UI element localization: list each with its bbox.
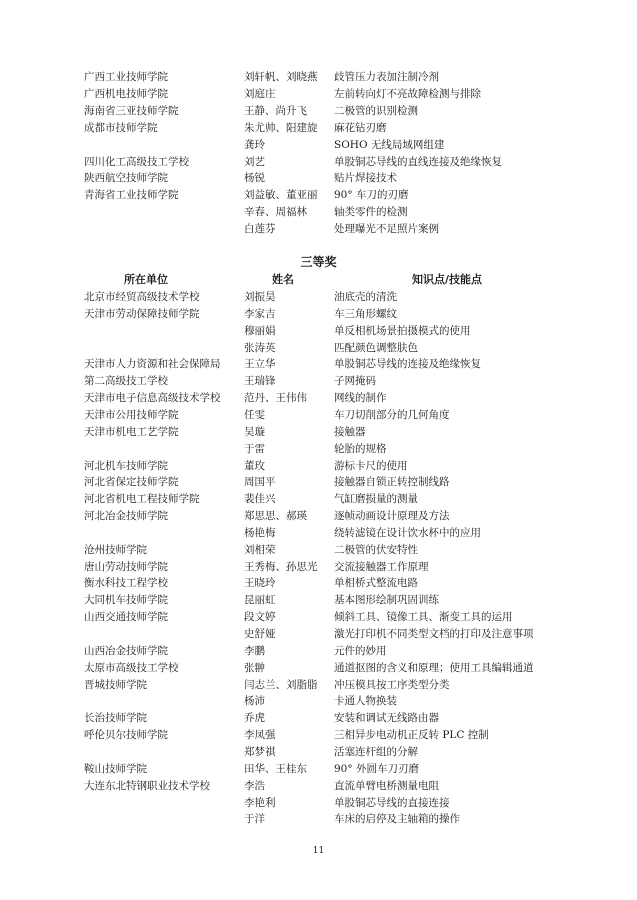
topic-cell: 单股铜芯导线的直接连接 bbox=[334, 796, 450, 809]
name-cell: 刘益敏、董亚丽 bbox=[244, 189, 318, 202]
unit-cell: 长治技师学院 bbox=[84, 712, 147, 725]
unit-cell: 河北机车技师学院 bbox=[84, 459, 168, 472]
unit-cell: 陕西航空技师学院 bbox=[84, 172, 168, 185]
topic-cell: 轴类零件的检测 bbox=[334, 206, 408, 219]
topic-cell: 单股铜芯导线的直线连接及绝缘恢复 bbox=[334, 155, 502, 168]
unit-cell: 晋城技师学院 bbox=[84, 678, 147, 691]
topic-cell: 90° 车刀的刃磨 bbox=[334, 189, 409, 202]
unit-cell: 天津市人力资源和社会保障局 bbox=[84, 358, 221, 371]
name-cell: 郑梦祺 bbox=[244, 745, 276, 758]
name-cell: 吴璇 bbox=[244, 425, 265, 438]
topic-cell: 通道抠图的含义和原理；使用工具编辑通道 bbox=[334, 661, 534, 674]
unit-cell: 成都市技师学院 bbox=[84, 121, 158, 134]
topic-cell: 单相桥式整流电路 bbox=[334, 577, 418, 590]
name-cell: 段文婷 bbox=[244, 611, 276, 624]
name-cell: 龚玲 bbox=[244, 138, 265, 151]
topic-cell: 左前转向灯不亮故障检测与排除 bbox=[334, 87, 481, 100]
topic-cell: 90° 外圆车刀刃磨 bbox=[334, 762, 419, 775]
unit-cell: 四川化工高级技工学校 bbox=[84, 155, 189, 168]
topic-cell: 气缸磨损量的测量 bbox=[334, 493, 418, 506]
table-row bbox=[0, 508, 637, 525]
unit-cell: 广西工业技师学院 bbox=[84, 71, 168, 83]
table-row bbox=[0, 221, 637, 238]
topic-cell: 贴片焊接技术 bbox=[334, 172, 397, 185]
table-row bbox=[0, 626, 637, 643]
unit-cell: 山西冶金技师学院 bbox=[84, 644, 168, 657]
table-row bbox=[0, 187, 637, 204]
name-cell: 王立华 bbox=[244, 358, 276, 371]
table-row bbox=[0, 693, 637, 710]
table-row bbox=[0, 710, 637, 727]
table-row bbox=[0, 340, 637, 357]
table-row bbox=[0, 744, 637, 761]
unit-cell: 太原市高级技工学校 bbox=[84, 661, 179, 674]
header-name: 姓名 bbox=[272, 273, 294, 286]
topic-cell: 激光打印机不同类型文档的打印及注意事项 bbox=[334, 628, 534, 640]
topic-cell: 二极管的伏安特性 bbox=[334, 543, 418, 556]
table-row bbox=[0, 441, 637, 458]
unit-cell: 青海省工业技师学院 bbox=[84, 189, 179, 202]
table-row bbox=[0, 592, 637, 609]
page-number: 11 bbox=[312, 846, 325, 856]
topic-cell: SOHO 无线局域网组建 bbox=[334, 138, 445, 151]
table-row bbox=[0, 575, 637, 592]
name-cell: 于洋 bbox=[244, 813, 265, 826]
name-cell: 李浩 bbox=[244, 779, 265, 792]
table-row bbox=[0, 323, 637, 340]
unit-cell: 海南省三亚技师学院 bbox=[84, 104, 179, 117]
name-cell: 穆丽娟 bbox=[244, 324, 276, 337]
topic-cell: 逐帧动画设计原理及方法 bbox=[334, 510, 450, 523]
table-row bbox=[0, 170, 637, 187]
unit-cell: 唐山劳动技师学院 bbox=[84, 560, 168, 573]
name-cell: 昆丽虹 bbox=[244, 594, 276, 607]
unit-cell: 河北省机电工程技师学院 bbox=[84, 493, 200, 506]
name-cell: 王静、尚升飞 bbox=[244, 104, 307, 117]
name-cell: 刘庭庄 bbox=[244, 87, 276, 100]
unit-cell: 北京市经贸高级技术学校 bbox=[84, 291, 200, 303]
table-row bbox=[0, 609, 637, 626]
topic-cell: 车床的启停及主轴箱的操作 bbox=[334, 813, 460, 826]
topic-cell: 接触器自锁正转控制线路 bbox=[334, 476, 450, 489]
header-unit: 所在单位 bbox=[124, 273, 168, 286]
table-row bbox=[0, 373, 637, 390]
table-row bbox=[0, 727, 637, 744]
topic-cell: 二极管的识别检测 bbox=[334, 104, 418, 117]
unit-cell: 第二高级技工学校 bbox=[84, 375, 168, 388]
topic-cell: 游标卡尺的使用 bbox=[334, 459, 408, 472]
name-cell: 刘相荣 bbox=[244, 543, 276, 556]
name-cell: 张翀 bbox=[244, 661, 265, 674]
topic-cell: 麻花钻刃磨 bbox=[334, 121, 387, 134]
unit-cell: 天津市电子信息高级技术学校 bbox=[84, 392, 221, 405]
topic-cell: 绕转滤镜在设计饮水杯中的应用 bbox=[334, 526, 481, 539]
topic-cell: 油底壳的清洗 bbox=[334, 291, 397, 303]
unit-cell: 天津市机电工艺学院 bbox=[84, 425, 179, 438]
name-cell: 郑思思、郝瑛 bbox=[244, 510, 307, 523]
topic-cell: 直流单臂电桥测量电阻 bbox=[334, 779, 439, 792]
table-row bbox=[0, 525, 637, 542]
unit-cell: 沧州技师学院 bbox=[84, 543, 147, 556]
topic-cell: 车刀切削部分的几何角度 bbox=[334, 408, 450, 421]
table-row bbox=[0, 491, 637, 508]
name-cell: 王瑞锋 bbox=[244, 375, 276, 388]
unit-cell: 山西交通技师学院 bbox=[84, 611, 168, 624]
unit-cell: 广西机电技师学院 bbox=[84, 87, 168, 100]
topic-cell: 冲压模具按工序类型分类 bbox=[334, 678, 450, 691]
topic-cell: 匹配颜色调整肤色 bbox=[334, 341, 418, 354]
table-row bbox=[0, 559, 637, 576]
name-cell: 王秀梅、孙思光 bbox=[244, 560, 318, 573]
topic-cell: 单反相机场景拍摄模式的使用 bbox=[334, 324, 471, 337]
topic-cell: 三相异步电动机正反转 PLC 控制 bbox=[334, 729, 489, 742]
topic-cell: 歧管压力表加注制冷剂 bbox=[334, 71, 439, 83]
name-cell: 朱尤帅、阳建旋 bbox=[244, 121, 318, 134]
table-row bbox=[0, 103, 637, 120]
name-cell: 乔虎 bbox=[244, 712, 265, 725]
table-row bbox=[0, 86, 637, 103]
table-row bbox=[0, 407, 637, 424]
topic-cell: 网线的制作 bbox=[334, 392, 387, 405]
table-row bbox=[0, 778, 637, 795]
name-cell: 田华、王桂东 bbox=[244, 762, 307, 775]
table-row bbox=[0, 69, 637, 86]
unit-cell: 天津市劳动保障技师学院 bbox=[84, 307, 200, 320]
name-cell: 李家吉 bbox=[244, 307, 276, 320]
name-cell: 李艳利 bbox=[244, 796, 276, 809]
topic-cell: 轮胎的规格 bbox=[334, 442, 387, 455]
name-cell: 董玫 bbox=[244, 459, 265, 472]
topic-cell: 子网掩码 bbox=[334, 375, 376, 388]
header-topic: 知识点/技能点 bbox=[412, 273, 483, 286]
table-row bbox=[0, 306, 637, 323]
unit-cell: 衡水科技工程学校 bbox=[84, 577, 168, 590]
topic-cell: 元件的妙用 bbox=[334, 644, 387, 657]
topic-cell: 基本图形绘制巩固训练 bbox=[334, 594, 439, 607]
name-cell: 史舒娅 bbox=[244, 628, 276, 640]
unit-cell: 大连东北特钢职业技术学校 bbox=[84, 779, 210, 792]
unit-cell: 河北冶金技师学院 bbox=[84, 510, 168, 523]
name-cell: 闫志兰、刘脂脂 bbox=[244, 678, 318, 691]
name-cell: 范丹、王伟伟 bbox=[244, 392, 307, 405]
table-row bbox=[0, 542, 637, 559]
topic-cell: 处理曝光不足照片案例 bbox=[334, 223, 439, 236]
table-row bbox=[0, 356, 637, 373]
topic-cell: 活塞连杆组的分解 bbox=[334, 745, 418, 758]
name-cell: 杨艳梅 bbox=[244, 526, 276, 539]
name-cell: 李凤强 bbox=[244, 729, 276, 742]
name-cell: 王晓玲 bbox=[244, 577, 276, 590]
table-row bbox=[0, 795, 637, 812]
table-row bbox=[0, 677, 637, 694]
topic-cell: 接触器 bbox=[334, 425, 366, 438]
table-row bbox=[0, 204, 637, 221]
name-cell: 周国平 bbox=[244, 476, 276, 489]
section-title: 三等奖 bbox=[300, 255, 337, 269]
topic-cell: 倾斜工具、镜像工具、渐变工具的运用 bbox=[334, 611, 513, 624]
table-row bbox=[0, 120, 637, 137]
name-cell: 辛春、周福林 bbox=[244, 206, 307, 219]
topic-cell: 卡通人物换装 bbox=[334, 695, 397, 708]
table-row bbox=[0, 761, 637, 778]
table-row bbox=[0, 137, 637, 154]
unit-cell: 呼伦贝尔技师学院 bbox=[84, 729, 168, 742]
name-cell: 刘轩帆、刘晓燕 bbox=[244, 71, 318, 83]
table-row bbox=[0, 390, 637, 407]
name-cell: 杨沛 bbox=[244, 695, 265, 708]
table-row bbox=[0, 660, 637, 677]
name-cell: 刘振昊 bbox=[244, 291, 276, 303]
unit-cell: 天津市公用技师学院 bbox=[84, 408, 179, 421]
name-cell: 李鹏 bbox=[244, 644, 265, 657]
table-row bbox=[0, 474, 637, 491]
topic-cell: 交流接触器工作原理 bbox=[334, 560, 429, 573]
topic-cell: 安装和调试无线路由器 bbox=[334, 712, 439, 725]
table-row bbox=[0, 643, 637, 660]
name-cell: 刘艺 bbox=[244, 155, 265, 168]
table-row bbox=[0, 458, 637, 475]
topic-cell: 单股铜芯导线的连接及绝缘恢复 bbox=[334, 358, 481, 371]
table-row bbox=[0, 154, 637, 171]
unit-cell: 大同机车技师学院 bbox=[84, 594, 168, 607]
table-row bbox=[0, 424, 637, 441]
unit-cell: 鞍山技师学院 bbox=[84, 762, 147, 775]
name-cell: 杨锐 bbox=[244, 172, 265, 185]
name-cell: 于雷 bbox=[244, 442, 265, 455]
name-cell: 裴佳兴 bbox=[244, 493, 276, 506]
name-cell: 白莲芬 bbox=[244, 223, 276, 236]
table-row bbox=[0, 289, 637, 306]
topic-cell: 车三角形螺纹 bbox=[334, 307, 397, 320]
unit-cell: 河北省保定技师学院 bbox=[84, 476, 179, 489]
name-cell: 张涛英 bbox=[244, 341, 276, 354]
name-cell: 任雯 bbox=[244, 408, 265, 421]
table-row bbox=[0, 811, 637, 828]
